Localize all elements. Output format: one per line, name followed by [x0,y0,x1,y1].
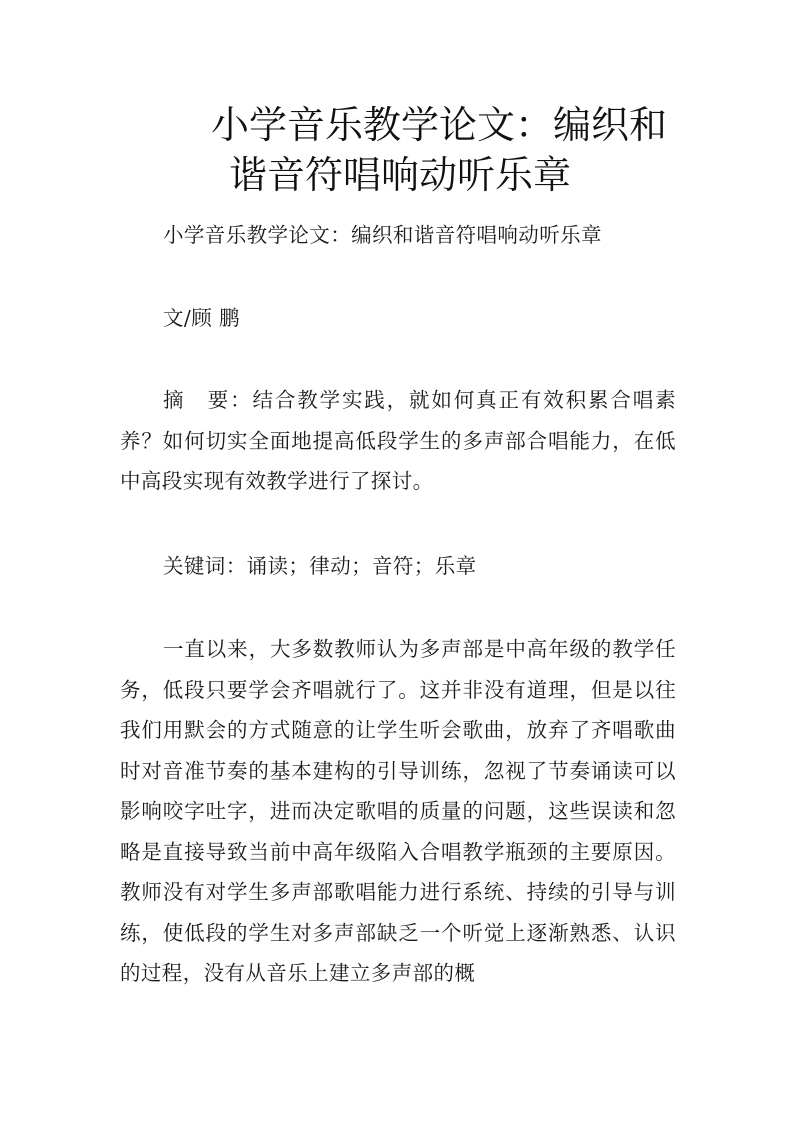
body-paragraph: 一直以来，大多数教师认为多声部是中高年级的教学任务，低段只要学会齐唱就行了。这并非没有道理，但是以往我们用默会的方式随意的让学生听会歌曲，放弃了齐唱歌曲时对音准节奏的基本建构的引导训练，忽视了节奏诵读可以影响咬字吐字，进而决定歌唱的质量的问题，这些误读和忽略是直接导致当前中高年级陷入合唱教学瓶颈的主要原因。教师没有对学生多声部歌唱能力进行系统、持续的引导与训练，使低段的学生对多声部缺乏一个听觉上逐渐熟悉、认识的过程，没有从音乐上建立多声部的概 [120,637,676,985]
document-subtitle: 小学音乐教学论文：编织和谐音符唱响动听乐章 [163,223,602,247]
abstract-paragraph: 摘 要：结合教学实践，就如何真正有效积累合唱素养？如何切实全面地提高低段学生的多声部合唱能力，在低中高段实现有效教学进行了探讨。 [120,388,676,493]
keywords-line: 关键词：诵读；律动；音符；乐章 [163,554,477,578]
author-line: 文/顾 鹏 [163,306,240,330]
document-title-line-1: 小学音乐教学论文：编织和 [211,103,668,147]
document-title-line-2: 谐音符唱响动听乐章 [229,153,572,197]
